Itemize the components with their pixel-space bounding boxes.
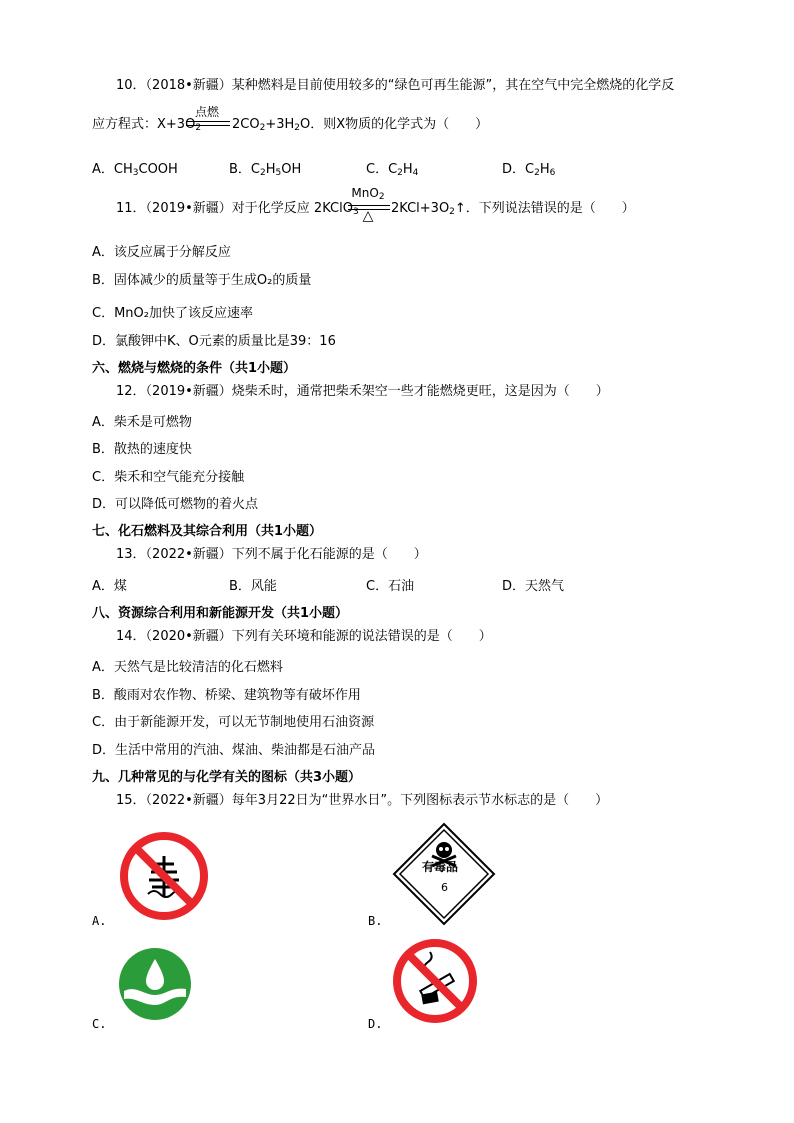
q11-option-d: D．氯酸钾中K、O元素的质量比是39：16 xyxy=(92,334,336,349)
section-8-heading: 八、资源综合利用和新能源开发（共1小题） xyxy=(92,606,349,621)
q10-line1: 10．（2018•新疆）某种燃料是目前使用较多的“绿色可再生能源”，其在空气中完全燃烧的化学反 xyxy=(116,78,675,93)
q11-catalyst: MnO$_2$ xyxy=(351,186,385,202)
section-9-heading: 九、几种常见的与化学有关的图标（共3小题） xyxy=(92,770,362,785)
q14-option-a: A．天然气是比较清洁的化石燃料 xyxy=(92,660,283,675)
q12-option-b: B．散热的速度快 xyxy=(92,442,192,457)
q14-stem: 14．（2020•新疆）下列有关环境和能源的说法错误的是（ ） xyxy=(116,629,492,644)
q13-stem: 13．（2022•新疆）下列不属于化石能源的是（ ） xyxy=(116,547,427,562)
q13-option-d: D．天然气 xyxy=(502,579,565,594)
q15-label-a: A. xyxy=(92,914,107,928)
q11-heat-symbol: △ xyxy=(362,208,374,224)
q10-line2-products: $2CO_2+3H_2O$．则X物质的化学式为（ ） xyxy=(232,117,489,133)
q14-option-b: B．酸雨对农作物、桥梁、建筑物等有破坏作用 xyxy=(92,688,361,703)
q11-option-a: A．该反应属于分解反应 xyxy=(92,245,231,260)
q10-option-a: A．$CH_3COOH$ xyxy=(92,162,178,178)
q13-option-b: B．风能 xyxy=(229,579,277,594)
q10-option-c: C．$C_2H_4$ xyxy=(366,162,419,178)
q11-stem: 11．（2019•新疆）对于化学反应 2KClO$_3$ xyxy=(116,201,359,217)
q15-label-b: B. xyxy=(368,914,383,928)
q14-option-d: D．生活中常用的汽油、煤油、柴油都是石油产品 xyxy=(92,743,376,758)
no-smoking-icon xyxy=(392,938,478,1024)
q12-option-a: A．柴禾是可燃物 xyxy=(92,415,192,430)
q14-option-c: C．由于新能源开发，可以无节制地使用石油资源 xyxy=(92,715,375,730)
q15-stem: 15．（2022•新疆）每年3月22日为“世界水日”。下列图标表示节水标志的是（ ） xyxy=(116,793,609,808)
water-saving-icon xyxy=(118,947,192,1021)
q10-condition: 点燃 xyxy=(194,105,219,119)
q11-stem-products: $2KCl+3O_2↑$．下列说法错误的是（ ） xyxy=(391,201,635,217)
q15-label-c: C. xyxy=(92,1017,107,1031)
q10-option-d: D．$C_2H_6$ xyxy=(502,162,556,178)
poison-class-number: 6 xyxy=(441,881,448,894)
q12-stem: 12．（2019•新疆）烧柴禾时，通常把柴禾架空一些才能燃烧更旺，这是因为（ ） xyxy=(116,384,609,399)
q13-option-a: A．煤 xyxy=(92,579,127,594)
no-deforestation-icon xyxy=(118,830,210,922)
q10-line2: 应方程式：$X+3O_2$ xyxy=(92,117,202,133)
section-6-heading: 六、燃烧与燃烧的条件（共1小题） xyxy=(92,361,297,376)
section-7-heading: 七、化石燃料及其综合利用（共1小题） xyxy=(92,524,323,539)
q12-option-c: C．柴禾和空气能充分接触 xyxy=(92,470,245,485)
q15-label-d: D. xyxy=(368,1017,383,1031)
q10-option-b: B．$C_2H_5OH$ xyxy=(229,162,302,178)
q11-option-b: B．固体减少的质量等于生成O₂的质量 xyxy=(92,273,312,288)
q11-option-c: C．MnO₂加快了该反应速率 xyxy=(92,306,253,321)
q10-equals-bar xyxy=(186,121,230,126)
q12-option-d: D．可以降低可燃物的着火点 xyxy=(92,497,259,512)
q13-option-c: C．石油 xyxy=(366,579,415,594)
poison-label-text: 有毒品 xyxy=(422,860,459,874)
